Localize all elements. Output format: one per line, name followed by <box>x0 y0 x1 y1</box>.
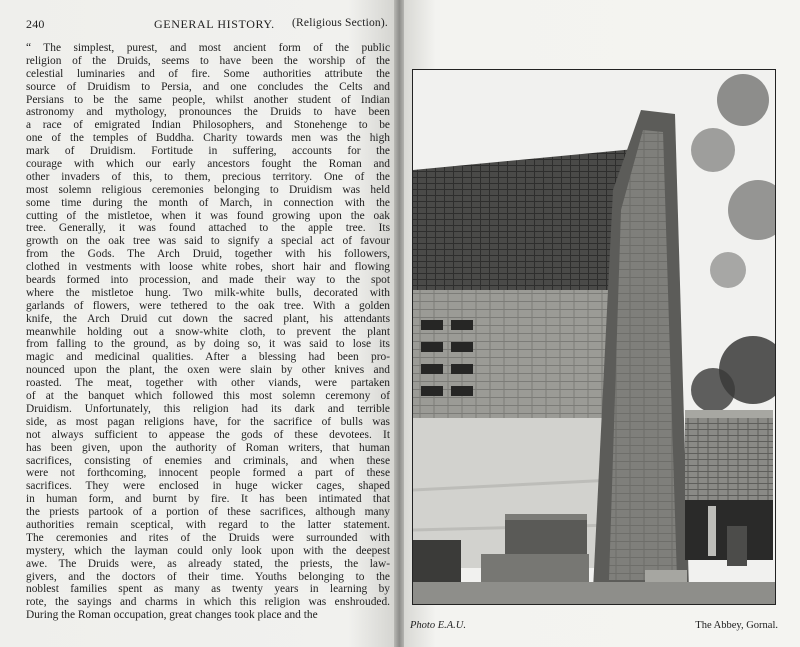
text-line: some time during the month of March, in connection with the <box>26 196 390 209</box>
text-line: religion of the Druids, seems to have been the worship of the <box>26 54 390 67</box>
text-line: of at the banquet which followed this most solemn ceremony of <box>26 390 390 403</box>
text-line: growth on the oak tree was said to signify a special act of favour <box>26 235 390 248</box>
text-line: other invaders of this, to them, precious territory. One of the <box>26 170 390 183</box>
text-line: where the mistletoe hung. Two milk-white bulls, decorated with <box>26 286 390 299</box>
photo-caption: The Abbey, Gornal. <box>695 620 778 631</box>
text-line: authorities remain sceptical, with regard to the latter statement. <box>26 518 390 531</box>
text-line: roasted. The meat, together with other viands, were partaken <box>26 377 390 390</box>
text-line: sacrifices. They were enclosed in huge wicker cages, shaped <box>26 480 390 493</box>
text-line: from falling to the ground, as by doing so, it was said to lose its <box>26 338 390 351</box>
text-line: awe. The Druids were, as already stated, the priests, the law- <box>26 557 390 570</box>
text-line: a race of emigrated Indian Philosophers, and Stonehenge to be <box>26 119 390 132</box>
text-line: clothed in vestments with loose white robes, short hair and flowing <box>26 261 390 274</box>
running-title: GENERAL HISTORY. <box>154 17 275 31</box>
text-line: side, as most pagan religions have, for the sacrifice of bulls was <box>26 415 390 428</box>
text-line: noblest families spent as many as twenty years in learning by <box>26 583 390 596</box>
text-line: were not forthcoming, innocent people formed a part of these <box>26 467 390 480</box>
photo-credit: Photo E.A.U. <box>410 620 466 631</box>
text-line: astronomy and mythology, pronounces the Druids to have been <box>26 106 390 119</box>
text-line: beards formed into procession, and made their way to the spot <box>26 274 390 287</box>
text-line: “ The simplest, purest, and most ancient form of the public <box>26 42 390 54</box>
text-line: the priests partook of a portion of these sacrifices, although many <box>26 506 390 519</box>
text-line: magic and medicinal qualities. After a blessing had been pro- <box>26 351 390 364</box>
text-line: mark of Druidism. Fortitude in suffering, accounts for the <box>26 145 390 158</box>
text-line: has been given, upon the authority of Roman writers, that human <box>26 441 390 454</box>
text-line: in human form, and burnt by fire. It has been intimated that <box>26 493 390 506</box>
text-line: meanwhile holding out a snow-white cloth, to prevent the plant <box>26 325 390 338</box>
text-line: not always sufficient to appease the gods of these devotees. It <box>26 428 390 441</box>
text-line: cutting of the mistletoe, when it was found growing upon the oak <box>26 209 390 222</box>
text-line: from the Gods. The Arch Druid, together with his followers, <box>26 248 390 261</box>
text-line: celestial luminaries and of fire. Some authorities attribute the <box>26 67 390 80</box>
text-line: givers, and the doctors of their time. Youths belonging to the <box>26 570 390 583</box>
text-line: Druidism. Unfortunately, this religion had its dark and terrible <box>26 402 390 415</box>
text-line: Persians to be the same people, whilst another student of Indian <box>26 93 390 106</box>
body-text <box>26 42 390 622</box>
text-line: knife, the Arch Druid cut down the sacred plant, his attendants <box>26 312 390 325</box>
page-header <box>26 17 388 31</box>
text-line: mystery, which the layman could only look upon with the deepest <box>26 544 390 557</box>
text-line: rote, the sayings and charms in which this religion was enshrouded. <box>26 596 390 609</box>
text-line: most solemn religious ceremonies belonging to Druidism was held <box>26 183 390 196</box>
text-line: nounced upon the plant, the oxen were slain by other knives and <box>26 364 390 377</box>
text-line: source of Druidism to Persia, and one concludes the Celts and <box>26 80 390 93</box>
section-label: (Religious Section). <box>292 17 388 29</box>
text-line: The ceremonies and rites of the Druids were surrounded with <box>26 531 390 544</box>
text-line: sacrifices, consisting of enemies and criminals, and when these <box>26 454 390 467</box>
text-line: During the Roman occupation, great changes took place and the <box>26 609 318 622</box>
abbey-photograph <box>412 69 776 605</box>
text-line: one of the temples of Buddha. Charity towards men was the high <box>26 132 390 145</box>
text-line: garlands of flowers, were tethered to the oak tree. With a golden <box>26 299 390 312</box>
page-number: 240 <box>26 17 45 31</box>
text-line: courage with which our early ancestors fought the Roman and <box>26 158 390 171</box>
photo-illustration <box>413 70 775 604</box>
text-line: tree. Generally, it was found attached to the apple tree. Its <box>26 222 390 235</box>
